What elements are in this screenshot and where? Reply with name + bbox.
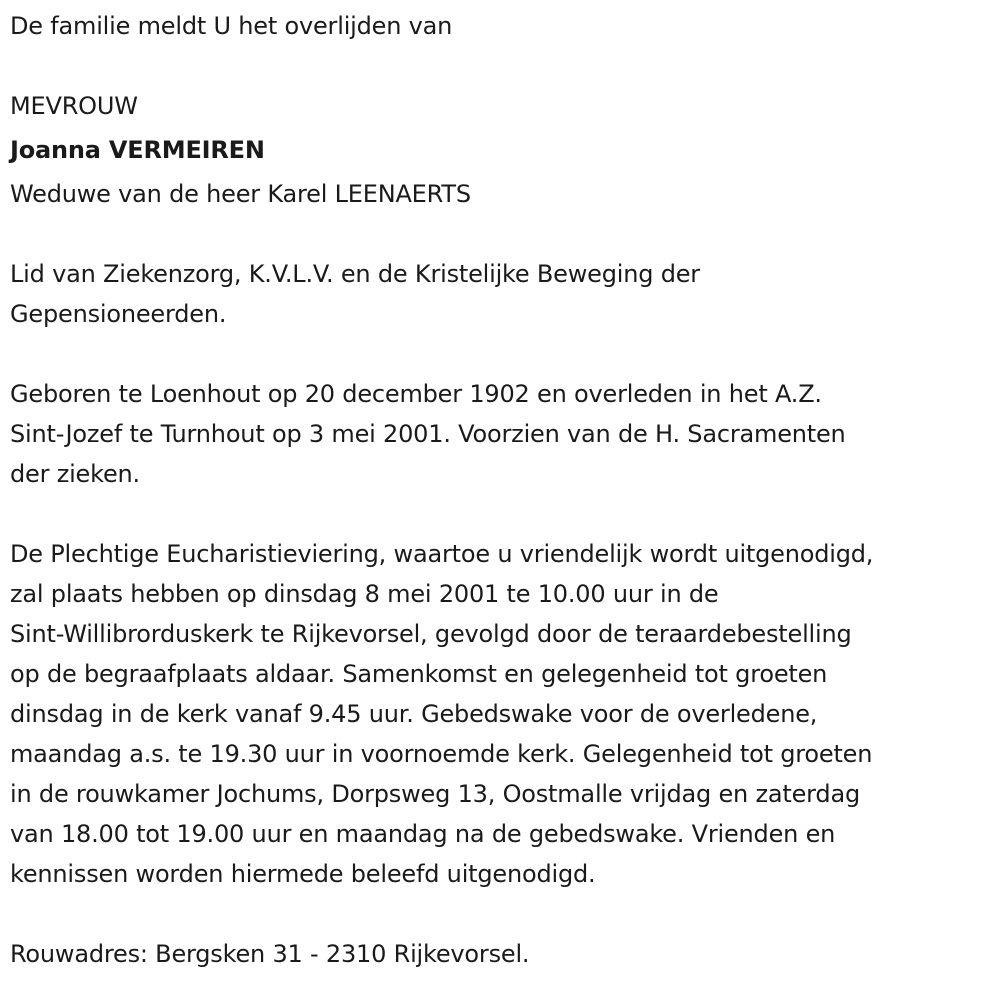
address-text: Rouwadres: Bergsken 31 - 2310 Rijkevorsel. [10, 940, 530, 968]
paragraph-line: Sint-Willibrorduskerk te Rijkevorsel, gevolgd door de teraardebestelling [10, 620, 852, 648]
ceremony-paragraph [10, 534, 994, 894]
paragraph-line: in de rouwkamer Jochums, Dorpsweg 13, Oostmalle vrijdag en zaterdag [10, 780, 860, 808]
paragraph-line: kennissen worden hiermede beleefd uitgenodigd. [10, 860, 596, 888]
paragraph-line: zal plaats hebben op dinsdag 8 mei 2001 te 10.00 uur in de [10, 580, 719, 608]
paragraph-line: Lid van Ziekenzorg, K.V.L.V. en de Kristelijke Beweging der [10, 260, 700, 288]
spouse-text: Weduwe van de heer Karel LEENAERTS [10, 180, 471, 208]
paragraph-line: van 18.00 tot 19.00 uur en maandag na de gebedswake. Vrienden en [10, 820, 836, 848]
membership-paragraph [10, 254, 994, 334]
paragraph-line: der zieken. [10, 460, 140, 488]
obituary-document [10, 6, 994, 974]
deceased-name: Joanna VERMEIREN [10, 136, 265, 164]
paragraph-line: op de begraafplaats aldaar. Samenkomst en gelegenheid tot groeten [10, 660, 828, 688]
birth-death-paragraph [10, 374, 994, 494]
paragraph-line: De Plechtige Eucharistieviering, waartoe u vriendelijk wordt uitgenodigd, [10, 540, 874, 568]
paragraph-line: Geboren te Loenhout op 20 december 1902 en overleden in het A.Z. [10, 380, 822, 408]
paragraph-line: Sint-Jozef te Turnhout op 3 mei 2001. Voorzien van de H. Sacramenten [10, 420, 846, 448]
paragraph-line: dinsdag in de kerk vanaf 9.45 uur. Gebedswake voor de overledene, [10, 700, 818, 728]
title-text: MEVROUW [10, 92, 138, 120]
paragraph-line: maandag a.s. te 19.30 uur in voornoemde kerk. Gelegenheid tot groeten [10, 740, 873, 768]
paragraph-line: Gepensioneerden. [10, 300, 227, 328]
intro-text: De familie meldt U het overlijden van [10, 12, 453, 40]
